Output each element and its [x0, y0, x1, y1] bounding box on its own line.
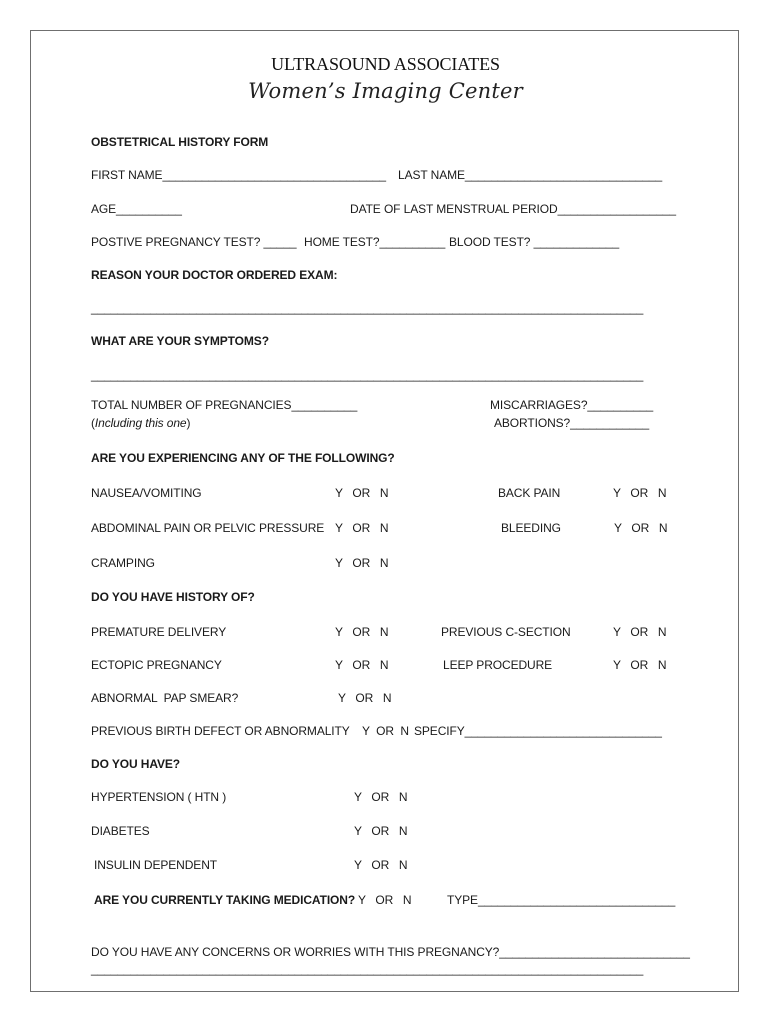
history-label: DO YOU HAVE HISTORY OF?: [91, 590, 255, 604]
lmp-date-field[interactable]: DATE OF LAST MENSTRUAL PERIOD__________________: [350, 202, 676, 216]
c-section-yes-no[interactable]: Y OR N: [613, 625, 667, 639]
reason-label: REASON YOUR DOCTOR ORDERED EXAM:: [91, 268, 338, 282]
pap-smear-label: ABNORMAL PAP SMEAR?: [91, 691, 239, 705]
do-you-have-label: DO YOU HAVE?: [91, 757, 181, 771]
form-title: OBSTETRICAL HISTORY FORM: [91, 135, 269, 149]
reason-answer-line[interactable]: ____________________________________________________________________________________: [91, 301, 644, 315]
birth-defect-label: PREVIOUS BIRTH DEFECT OR ABNORMALITY: [91, 724, 350, 738]
leep-procedure-label: LEEP PROCEDURE: [443, 658, 553, 672]
premature-delivery-label: PREMATURE DELIVERY: [91, 625, 227, 639]
hypertension-yes-no[interactable]: Y OR N: [354, 790, 408, 804]
leep-procedure-yes-no[interactable]: Y OR N: [613, 658, 667, 672]
back-pain-label: BACK PAIN: [498, 486, 561, 500]
pregnancy-test-field[interactable]: POSTIVE PREGNANCY TEST? _____: [91, 235, 297, 249]
last-name-field[interactable]: LAST NAME______________________________: [398, 168, 663, 182]
pap-smear-yes-no[interactable]: Y OR N: [338, 691, 392, 705]
concerns-answer-line[interactable]: ____________________________________________________________________________________: [91, 962, 644, 976]
home-test-field[interactable]: HOME TEST?__________: [304, 235, 446, 249]
back-pain-yes-no[interactable]: Y OR N: [613, 486, 667, 500]
nausea-yes-no[interactable]: Y OR N: [335, 486, 389, 500]
concerns-field[interactable]: DO YOU HAVE ANY CONCERNS OR WORRIES WITH THIS PREGNANCY?_____________________________: [91, 945, 690, 959]
experiencing-label: ARE YOU EXPERIENCING ANY OF THE FOLLOWING?: [91, 451, 395, 465]
first-name-field[interactable]: FIRST NAME__________________________________: [91, 168, 386, 182]
bleeding-label: BLEEDING: [501, 521, 561, 535]
medication-label: ARE YOU CURRENTLY TAKING MEDICATION?: [94, 893, 356, 907]
birth-defect-yes-no[interactable]: Y OR N: [362, 724, 409, 738]
premature-delivery-yes-no[interactable]: Y OR N: [335, 625, 389, 639]
including-note: (Including this one): [91, 416, 191, 430]
organization-name: ULTRASOUND ASSOCIATES: [271, 54, 500, 74]
symptoms-answer-line[interactable]: ____________________________________________________________________________________: [91, 368, 644, 382]
ectopic-pregnancy-yes-no[interactable]: Y OR N: [335, 658, 389, 672]
abdominal-pain-yes-no[interactable]: Y OR N: [335, 521, 389, 535]
bleeding-yes-no[interactable]: Y OR N: [614, 521, 668, 535]
medication-yes-no[interactable]: Y OR N: [358, 893, 412, 907]
ectopic-pregnancy-label: ECTOPIC PREGNANCY: [91, 658, 222, 672]
cramping-yes-no[interactable]: Y OR N: [335, 556, 389, 570]
diabetes-label: DIABETES: [91, 824, 150, 838]
specify-field[interactable]: SPECIFY______________________________: [414, 724, 662, 738]
symptoms-label: WHAT ARE YOUR SYMPTOMS?: [91, 334, 269, 348]
center-subtitle: Women’s Imaging Center: [248, 79, 523, 103]
total-pregnancies-field[interactable]: TOTAL NUMBER OF PREGNANCIES__________: [91, 398, 358, 412]
form-page: [30, 30, 739, 992]
age-field[interactable]: AGE__________: [91, 202, 182, 216]
miscarriages-field[interactable]: MISCARRIAGES?__________: [490, 398, 654, 412]
c-section-label: PREVIOUS C-SECTION: [441, 625, 571, 639]
cramping-label: CRAMPING: [91, 556, 155, 570]
abdominal-pain-label: ABDOMINAL PAIN OR PELVIC PRESSURE: [91, 521, 325, 535]
diabetes-yes-no[interactable]: Y OR N: [354, 824, 408, 838]
nausea-label: NAUSEA/VOMITING: [91, 486, 202, 500]
insulin-dependent-yes-no[interactable]: Y OR N: [354, 858, 408, 872]
hypertension-label: HYPERTENSION ( HTN ): [91, 790, 227, 804]
abortions-field[interactable]: ABORTIONS?____________: [494, 416, 650, 430]
insulin-dependent-label: INSULIN DEPENDENT: [94, 858, 217, 872]
medication-type-field[interactable]: TYPE______________________________: [447, 893, 676, 907]
blood-test-field[interactable]: BLOOD TEST? _____________: [449, 235, 620, 249]
